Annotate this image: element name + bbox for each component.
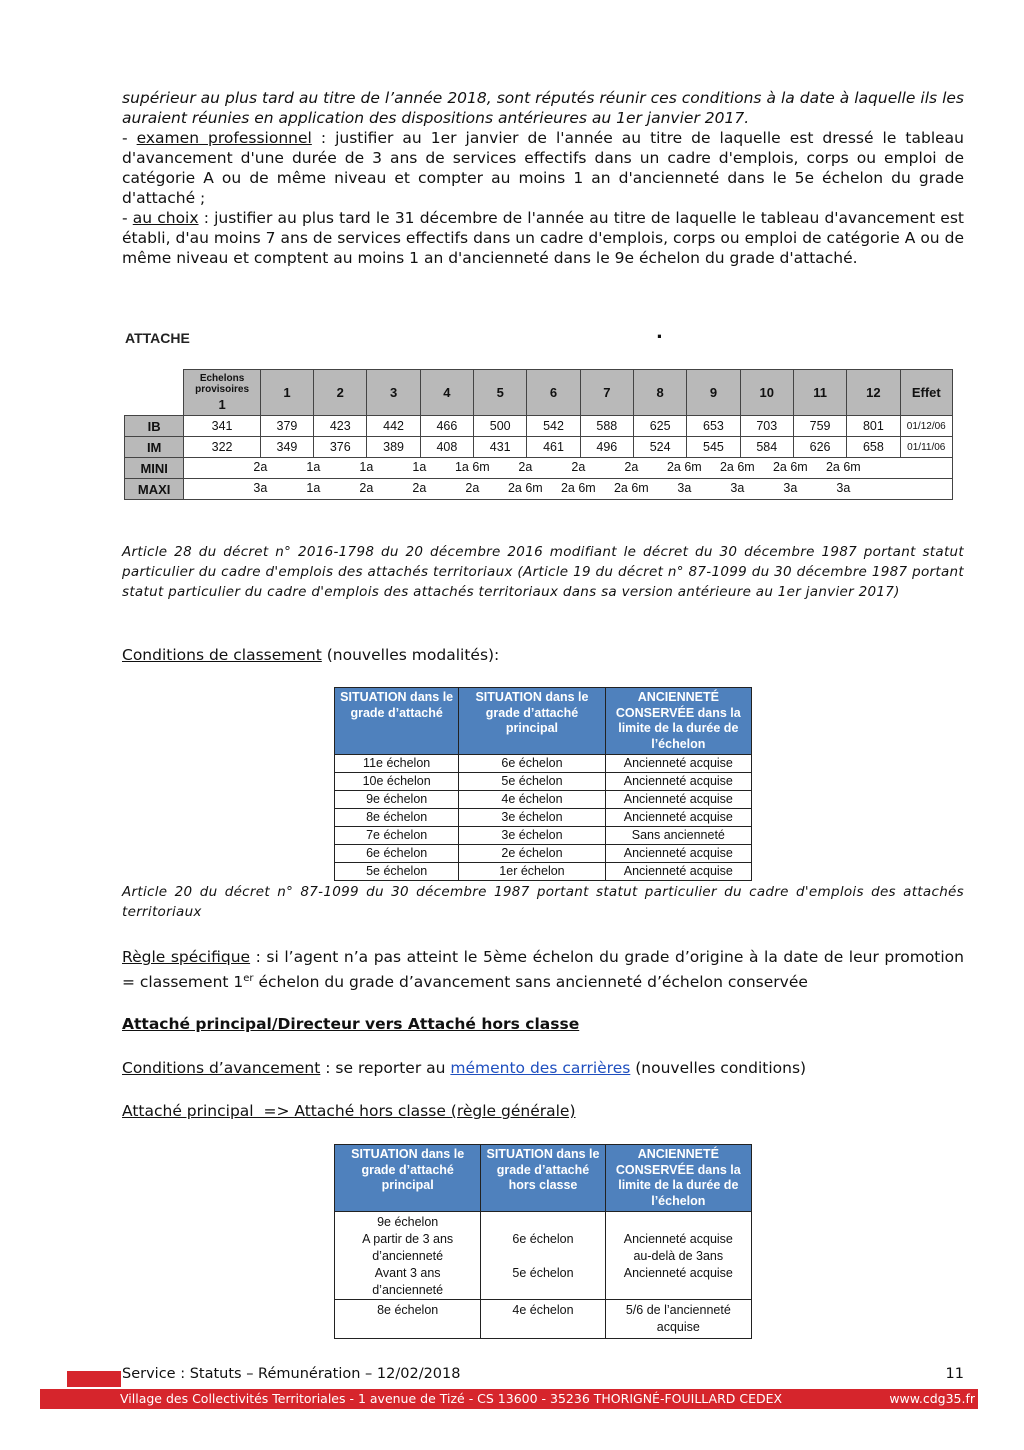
table-cell: 5/6 de l’ancienneté acquise [605,1300,751,1339]
prov-header-label: Echelons provisoires [195,373,250,395]
footer-red-bar [40,1389,978,1409]
avancement-label: Conditions d’avancement [122,1059,321,1077]
mini-step: 2a 6m [772,460,808,474]
choix-text: : justifier au plus tard le 31 décembre de l'année au titre de laquelle le tableau d'avancement est établi, d'au moins 7 ans de services effectifs dans un cadre d'emplois, corps ou emploi de catégorie A ou de même niveau et comptent au moins 1 an d'ancienneté dans le 9e échelon du grade d'attaché. [122,209,964,267]
mini-step: 1a [412,460,427,474]
mini-step: 1a [306,460,321,474]
grid-cell: 408 [420,437,473,458]
grid-cell: 349 [260,437,313,458]
grid-cell: 466 [420,416,473,437]
grid-row-label: IM [125,437,184,458]
exam-item [122,128,964,208]
table-row [335,809,752,827]
table-cell: 8e échelon [335,1300,481,1339]
table-cell: 7e échelon [335,827,459,845]
grid-col-header: 3 [367,370,420,416]
cell-line [609,1214,748,1231]
attache-title: ATTACHE [125,330,190,346]
grid-row-mini [125,458,953,479]
table-row [335,1300,752,1339]
table-cell: Sans ancienneté [605,827,751,845]
classement-header: ANCIENNETÉ CONSERVÉE dans la limite de la durée de l’échelon [605,688,751,755]
grid-cell: 461 [527,437,580,458]
maxi-step: 3a [253,481,268,495]
section-title: Attaché principal/Directeur vers Attaché hors classe [122,1015,580,1033]
grid-col-header: 12 [847,370,900,416]
hors-classe-header: SITUATION dans le grade d’attaché principal [335,1145,481,1212]
table-row [335,1212,752,1300]
regle-text-1: : si l’agent n’a pas atteint le 5ème échelon du grade d’origine à la date de leur promotion = classement 1 [122,948,964,992]
maxi-step: 3a [677,481,692,495]
grid-cell: 703 [740,416,793,437]
grid-row-ib [125,416,953,437]
article-20-note: Article 20 du décret n° 87-1099 du 30 décembre 1987 portant statut particulier du cadre d'emplois des attachés territoriaux [122,884,964,920]
table-cell: 11e échelon [335,755,459,773]
mini-step: 2a [624,460,639,474]
table-cell: 5e échelon [459,773,605,791]
classement-heading-underlined: Conditions de classement [122,646,322,664]
grid-cell: 431 [474,437,527,458]
footer-website[interactable]: www.cdg35.fr [889,1391,975,1406]
intro-italic: supérieur au plus tard au titre de l’année 2018, sont réputés réunir ces conditions à la date à laquelle ils les auraient réunies en application des dispositions antérieures au 1er janvier 2017. [122,89,964,127]
table-cell: 6e échelon [335,845,459,863]
cell-line [484,1248,601,1265]
footer-service-line [122,1366,964,1382]
grid-col-header: 8 [633,370,686,416]
cell-line: A partir de 3 ans [362,1232,454,1246]
cell-line: d’ancienneté [372,1249,444,1263]
table-cell: 5e échelon [335,863,459,881]
cell-line: 9e échelon [377,1215,439,1229]
mini-step: 2a 6m [825,460,861,474]
grid-cell: 626 [793,437,846,458]
table-cell: 8e échelon [335,809,459,827]
grid-cell: 524 [633,437,686,458]
choix-dash: - [122,209,133,227]
grid-blank-corner [125,370,184,416]
grid-cell: 341 [184,416,260,437]
regle-sup: er [243,973,254,984]
maxi-step: 2a [359,481,374,495]
stray-dot: . [656,322,663,343]
cell-line: au-delà de 3ans [633,1249,724,1263]
mini-step: 2a [518,460,533,474]
grid-cell: 379 [260,416,313,437]
grid-mini-steps [184,458,953,479]
regle-label: Règle spécifique [122,948,251,966]
table-cell: Ancienneté acquise [605,863,751,881]
maxi-step: 2a [465,481,480,495]
classement-header: SITUATION dans le grade d’attaché [335,688,459,755]
grid-cell: 423 [314,416,367,437]
grid-cell: 658 [847,437,900,458]
table-cell: 9e échelon [335,791,459,809]
maxi-step: 3a [836,481,851,495]
grid-cell: 545 [687,437,740,458]
exam-text: : justifier au 1er janvier de l'année au titre de laquelle est dressé le tableau d'avancement d'une durée de 3 ans de services effectifs dans un cadre d'emplois, corps ou emploi de catégorie A ou de même niveau et compter au moins 1 an d'ancienneté dans le 5e échelon du grade d'attaché ; [122,129,964,207]
table-cell [481,1212,605,1300]
grid-cell: 584 [740,437,793,458]
cell-line [609,1282,748,1299]
maxi-step: 2a 6m [560,481,596,495]
classement-header: SITUATION dans le grade d’attaché principal [459,688,605,755]
grid-cell: 801 [847,416,900,437]
maxi-step: 1a [306,481,321,495]
grid-col-header: 6 [527,370,580,416]
grid-col-header: 7 [580,370,633,416]
cell-line: Avant 3 ans [374,1266,441,1280]
exam-dash: - [122,129,137,147]
avancement-line [122,1058,806,1078]
table-cell: 4e échelon [459,791,605,809]
grid-cell: 653 [687,416,740,437]
classement-heading-rest: (nouvelles modalités): [321,646,500,664]
intro-paragraph [122,88,964,268]
grid-effet-cell: 01/12/06 [900,416,952,437]
table-cell: 4e échelon [481,1300,605,1339]
table-cell: 6e échelon [459,755,605,773]
grid-cell: 389 [367,437,420,458]
grid-header-row [125,370,953,416]
grid-cell: 625 [633,416,686,437]
grid-prov-header [184,370,260,416]
grid-effet-cell: 01/11/06 [900,437,952,458]
grid-maxi-steps [184,479,953,500]
table-cell [605,1212,751,1300]
grid-cell: 500 [474,416,527,437]
maxi-step: 2a [412,481,427,495]
maxi-step: 2a 6m [613,481,649,495]
table-row [335,773,752,791]
hors-classe-table [334,1144,752,1339]
mini-step: 2a [253,460,268,474]
footer-service: Service : Statuts – Rémunération – 12/02/2018 [122,1366,461,1382]
grid-cell: 542 [527,416,580,437]
grid-row-label: MAXI [125,479,184,500]
exam-label: examen professionnel [136,129,312,147]
table-cell [335,1212,481,1300]
grid-row-label: MINI [125,458,184,479]
maxi-step: 3a [730,481,745,495]
attache-grid-table [124,369,953,500]
grid-cell: 588 [580,416,633,437]
table-row [335,791,752,809]
grid-col-header: 9 [687,370,740,416]
grid-col-header: 1 [260,370,313,416]
maxi-step: 2a 6m [507,481,543,495]
table-cell: Ancienneté acquise [605,845,751,863]
grid-col-header: 4 [420,370,473,416]
table-row [335,755,752,773]
footer-red-block [67,1371,121,1387]
cell-line: Ancienneté acquise [623,1232,733,1246]
grid-col-header: 2 [314,370,367,416]
maxi-step: 3a [783,481,798,495]
regle-generale-heading: Attaché principal => Attaché hors classe (règle générale) [122,1102,576,1120]
mini-step: 2a 6m [719,460,755,474]
table-row [335,827,752,845]
mini-step: 2a [571,460,586,474]
prov-header-num: 1 [218,397,226,412]
table-cell: Ancienneté acquise [605,755,751,773]
grid-col-header: 10 [740,370,793,416]
cell-line: 5e échelon [512,1266,574,1280]
cell-line [484,1214,601,1231]
table-row [335,863,752,881]
grid-col-header: 5 [474,370,527,416]
avancement-text-1: : se reporter au [320,1059,451,1077]
hors-classe-header-row [335,1145,752,1212]
classement-header-row [335,688,752,755]
classement-table [334,687,752,881]
table-cell: 2e échelon [459,845,605,863]
cell-line [484,1282,601,1299]
table-cell: 3e échelon [459,809,605,827]
hors-classe-header: ANCIENNETÉ CONSERVÉE dans la limite de la durée de l’échelon [605,1145,751,1212]
table-cell: 10e échelon [335,773,459,791]
classement-heading [122,645,499,665]
table-cell: Ancienneté acquise [605,791,751,809]
mini-step: 1a [359,460,374,474]
regle-specifique [122,946,964,993]
footer-address: Village des Collectivités Territoriales - 1 avenue de Tizé - CS 13600 - 35236 THORIGNÉ-FOUILLARD CEDEX [120,1391,783,1406]
grid-row-label: IB [125,416,184,437]
table-cell: Ancienneté acquise [605,773,751,791]
choix-label: au choix [132,209,199,227]
table-cell: 3e échelon [459,827,605,845]
regle-text-2: échelon du grade d’avancement sans ancienneté d’échelon conservée [253,973,808,992]
grid-col-header: 11 [793,370,846,416]
article-28-note: Article 28 du décret n° 2016-1798 du 20 décembre 2016 modifiant le décret du 30 décembre 1987 portant statut particulier du cadre d'emplois des attachés territoriaux (Article 19 du décret n° 87-1099 du 30 décembre 1987 portant statut particulier du cadre d'emplois des attachés territoriaux dans sa version antérieure au 1er janvier 2017) [122,544,964,600]
page-number: 11 [945,1366,964,1382]
memento-link[interactable]: mémento des carrières [450,1059,631,1077]
choix-item [122,208,964,268]
hors-classe-header: SITUATION dans le grade d’attaché hors classe [481,1145,605,1212]
cell-line: Ancienneté acquise [623,1266,733,1280]
cell-line: d’ancienneté [372,1283,444,1297]
avancement-text-2: (nouvelles conditions) [630,1059,807,1077]
grid-cell: 496 [580,437,633,458]
table-cell: Ancienneté acquise [605,809,751,827]
mini-step: 1a 6m [454,460,490,474]
table-row [335,845,752,863]
cell-line: 6e échelon [512,1232,574,1246]
grid-effet-header: Effet [900,370,952,416]
grid-cell: 322 [184,437,260,458]
table-cell: 1er échelon [459,863,605,881]
grid-row-maxi [125,479,953,500]
grid-row-im [125,437,953,458]
mini-step: 2a 6m [666,460,702,474]
grid-cell: 759 [793,416,846,437]
grid-cell: 376 [314,437,367,458]
grid-cell: 442 [367,416,420,437]
